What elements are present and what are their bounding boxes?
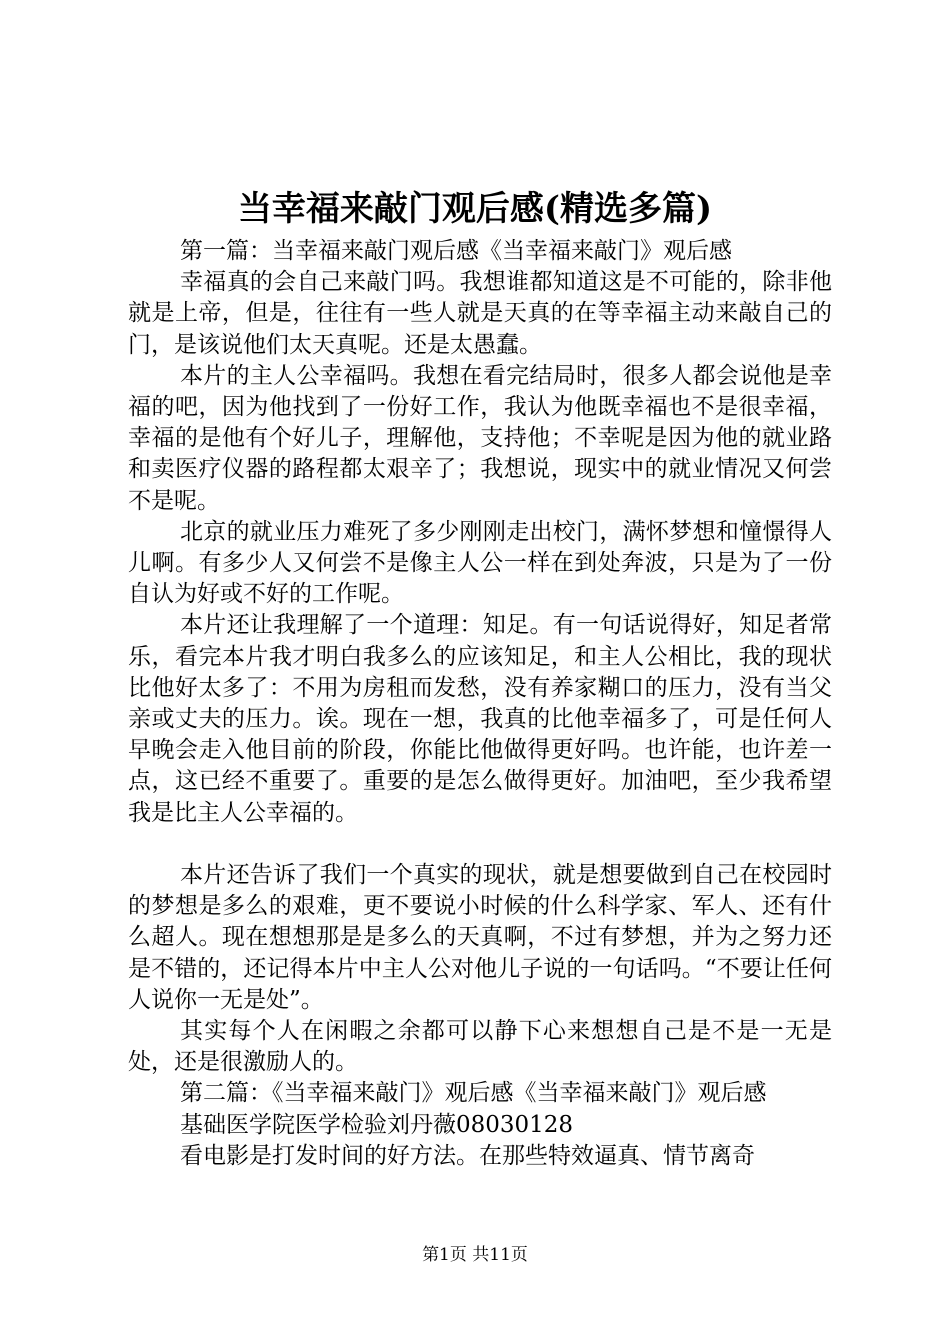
document-body	[128, 236, 832, 1172]
paragraph: 幸福真的会自己来敲门吗。我想谁都知道这是不可能的，除非他就是上帝，但是，往往有一些人就是天真的在等幸福主动来敲自己的门，是该说他们太天真呢。还是太愚蠢。	[128, 269, 832, 358]
paragraph-part-one-heading: 第一篇：当幸福来敲门观后感《当幸福来敲门》观后感	[180, 238, 732, 264]
paragraph: 本片的主人公幸福吗。我想在看完结局时，很多人都会说他是幸福的吧，因为他找到了一份好工作，我认为他既幸福也不是很幸福，幸福的是他有个好儿子，理解他，支持他；不幸呢是因为他的就业路和卖医疗仪器的路程都太艰辛了；我想说，现实中的就业情况又何尝不是呢。	[128, 362, 832, 514]
paragraph: 其实每个人在闲暇之余都可以静下心来想想自己是不是一无是处，还是很激励人的。	[128, 1018, 832, 1076]
paragraph: 本片还让我理解了一个道理：知足。有一句话说得好，知足者常乐，看完本片我才明白我多么的应该知足，和主人公相比，我的现状比他好太多了：不用为房租而发愁，没有养家糊口的压力，没有当父亲或丈夫的压力。诶。现在一想，我真的比他幸福多了，可是任何人早晚会走入他目前的阶段，你能比他做得更好吗。也许能，也许差一点，这已经不重要了。重要的是怎么做得更好。加油吧，至少我希望我是比主人公幸福的。	[128, 612, 832, 826]
author-line: 基础医学院医学检验刘丹薇08030128	[180, 1111, 574, 1138]
document-title: 当幸福来敲门观后感(精选多篇)	[237, 189, 713, 229]
blank-line	[128, 829, 832, 860]
paragraph-part-two-heading: 第二篇：《当幸福来敲门》观后感《当幸福来敲门》观后感	[180, 1080, 767, 1107]
paragraph: 北京的就业压力难死了多少刚刚走出校门，满怀梦想和憧憬得人儿啊。有多少人又何尝不是像主人公一样在到处奔波，只是为了一份自认为好或不好的工作呢。	[128, 518, 832, 608]
paragraph: 看电影是打发时间的好方法。在那些特效逼真、情节离奇	[180, 1142, 755, 1169]
paragraph: 本片还告诉了我们一个真实的现状，就是想要做到自己在校园时的梦想是多么的艰难，更不要说小时候的什么科学家、军人、还有什么超人。现在想想那是是多么的天真啊，不过有梦想，并为之努力还是不错的，还记得本片中主人公对他儿子说的一句话吗。“不要让任何人说你一无是处”。	[128, 862, 832, 1013]
page-footer: 第1页 共11页	[422, 1245, 528, 1265]
